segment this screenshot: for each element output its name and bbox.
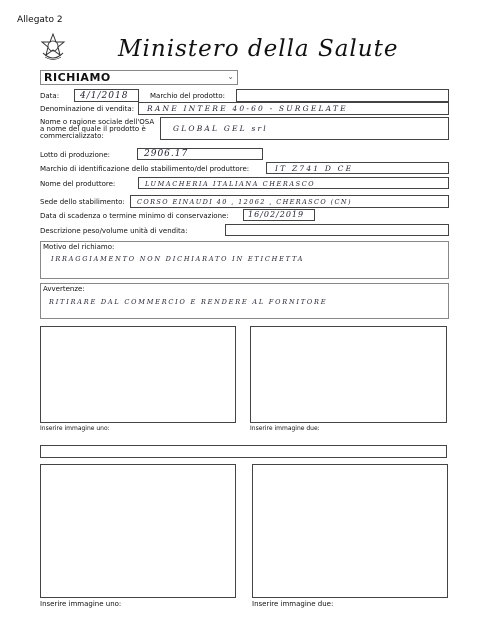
image-two-box[interactable]	[250, 326, 447, 423]
peso-field[interactable]	[225, 224, 449, 236]
scadenza-label: Data di scadenza o termine minimo di conservazione:	[40, 212, 229, 220]
avvertenze-label: Avvertenze:	[43, 285, 85, 293]
data-value: 4/1/2018	[80, 91, 129, 101]
osa-value: GLOBAL GEL srl	[173, 124, 268, 133]
ministry-title: Ministero della Salute	[118, 36, 399, 62]
scadenza-field[interactable]	[243, 209, 315, 221]
produttore-field[interactable]	[138, 177, 449, 189]
doc-type-value: RICHIAMO	[44, 71, 111, 84]
data-label: Data:	[40, 92, 60, 100]
sede-field[interactable]	[130, 195, 449, 208]
osa-label-line-2: a nome del quale il prodotto è	[40, 125, 146, 133]
osa-label-line-1: Nome o ragione sociale dell'OSA	[40, 118, 155, 126]
data-field[interactable]	[74, 89, 139, 102]
lotto-field[interactable]	[137, 148, 263, 160]
denominazione-label: Denominazione di vendita:	[40, 105, 135, 113]
produttore-value: LUMACHERIA ITALIANA CHERASCO	[145, 180, 316, 188]
motivo-section[interactable]	[40, 241, 449, 279]
produttore-label: Nome del produttore:	[40, 180, 116, 188]
image-two-label: Inserire immagine due:	[250, 425, 320, 432]
osa-field[interactable]	[160, 117, 449, 140]
marchio-field[interactable]	[236, 89, 449, 102]
marchio-id-label: Marchio di identificazione dello stabilimento/del produttore:	[40, 165, 250, 173]
sede-value: CORSO EINAUDI 40 , 12062 , CHERASCO (CN)	[137, 198, 352, 206]
image-three-label: Inserire immagine uno:	[40, 600, 122, 608]
doc-type-select[interactable]	[40, 70, 238, 85]
image-one-label: Inserire immagine uno:	[40, 425, 110, 432]
image-one-box[interactable]	[40, 326, 236, 423]
motivo-label: Motivo del richiamo:	[43, 243, 115, 251]
italian-emblem-icon	[40, 33, 66, 63]
image-four-label: Inserire immagine due:	[252, 600, 334, 608]
marchio-id-value: IT Z741 D CE	[275, 164, 354, 173]
chevron-down-icon: ⌄	[227, 72, 234, 81]
image-three-box[interactable]	[40, 464, 236, 598]
sede-label: Sede dello stabilimento:	[40, 198, 125, 206]
osa-label-line-3: commercializzato:	[40, 132, 104, 140]
lotto-value: 2906.17	[144, 149, 189, 159]
peso-label: Descrizione peso/volume unità di vendita:	[40, 227, 188, 235]
separator-field	[40, 445, 447, 458]
avvertenze-value: RITIRARE DAL COMMERCIO E RENDERE AL FORNITORE	[49, 298, 328, 306]
denominazione-field[interactable]	[138, 102, 449, 115]
avvertenze-section[interactable]	[40, 283, 449, 319]
lotto-label: Lotto di produzione:	[40, 151, 111, 159]
denominazione-value: RANE INTERE 40-60 - SURGELATE	[147, 104, 348, 113]
image-four-box[interactable]	[252, 464, 448, 598]
scadenza-value: 16/02/2019	[248, 210, 305, 219]
motivo-value: IRRAGGIAMENTO NON DICHIARATO IN ETICHETTA	[51, 255, 305, 263]
allegato-label: Allegato 2	[17, 15, 63, 25]
marchio-id-field[interactable]	[266, 162, 449, 174]
marchio-label: Marchio del prodotto:	[150, 92, 226, 100]
